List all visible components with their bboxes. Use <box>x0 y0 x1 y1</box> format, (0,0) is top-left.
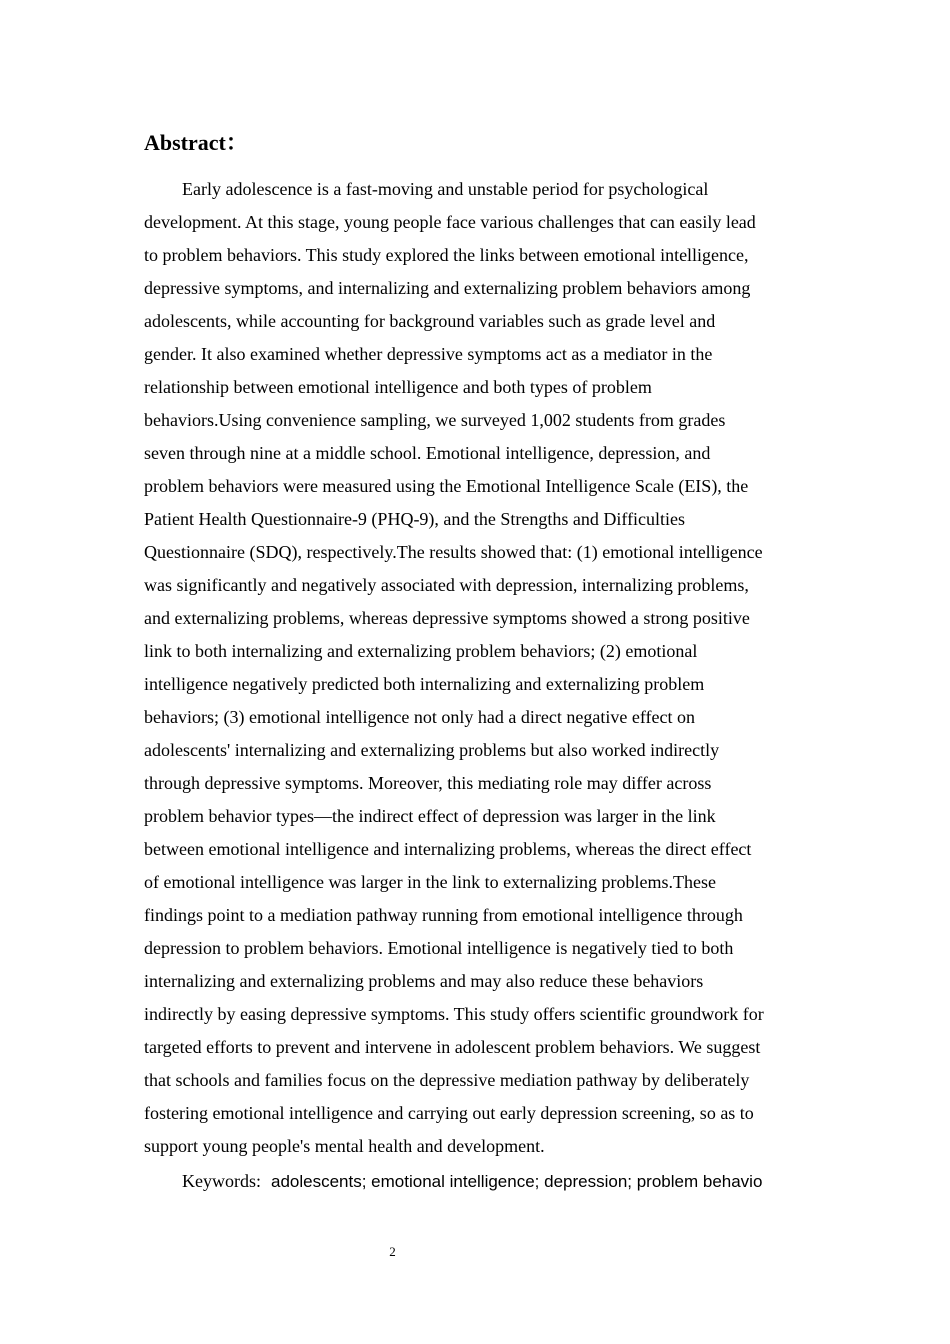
abstract-line: Questionnaire (SDQ), respectively.The results showed that: (1) emotional intelligence <box>144 542 763 562</box>
abstract-line: adolescents, while accounting for background variables such as grade level and <box>144 311 716 331</box>
page-number: 2 <box>389 1244 396 1259</box>
abstract-line: and externalizing problems, whereas depressive symptoms showed a strong positive <box>144 608 750 628</box>
abstract-line: indirectly by easing depressive symptoms. This study offers scientific groundwork for <box>144 1004 764 1024</box>
abstract-line: Early adolescence is a fast-moving and unstable period for psychological <box>182 179 709 199</box>
abstract-line: intelligence negatively predicted both internalizing and externalizing problem <box>144 674 705 694</box>
abstract-line: was significantly and negatively associated with depression, internalizing problems, <box>144 575 749 595</box>
keywords-text: adolescents; emotional intelligence; depression; problem behavio <box>271 1172 763 1191</box>
abstract-line: relationship between emotional intelligence and both types of problem <box>144 377 652 397</box>
keywords-label: Keywords: <box>182 1171 261 1191</box>
abstract-line: fostering emotional intelligence and carrying out early depression screening, so as to <box>144 1103 754 1123</box>
abstract-line: support young people's mental health and development. <box>144 1136 545 1156</box>
abstract-line: problem behavior types—the indirect effect of depression was larger in the link <box>144 806 716 826</box>
abstract-line: Patient Health Questionnaire-9 (PHQ-9), and the Strengths and Difficulties <box>144 509 686 529</box>
abstract-line: seven through nine at a middle school. Emotional intelligence, depression, and <box>144 443 711 463</box>
abstract-line: behaviors; (3) emotional intelligence not only had a direct negative effect on <box>144 707 695 727</box>
abstract-line: findings point to a mediation pathway running from emotional intelligence through <box>144 905 743 925</box>
abstract-line: adolescents' internalizing and externalizing problems but also worked indirectly <box>144 740 720 760</box>
abstract-line: link to both internalizing and externalizing problem behaviors; (2) emotional <box>144 641 698 661</box>
abstract-line: development. At this stage, young people face various challenges that can easily lead <box>144 212 756 232</box>
abstract-line: behaviors.Using convenience sampling, we surveyed 1,002 students from grades <box>144 410 726 430</box>
abstract-line: depressive symptoms, and internalizing and externalizing problem behaviors among <box>144 278 751 298</box>
abstract-line: through depressive symptoms. Moreover, this mediating role may differ across <box>144 773 712 793</box>
keywords-line <box>182 1165 762 1198</box>
abstract-line: of emotional intelligence was larger in the link to externalizing problems.These <box>144 872 716 892</box>
abstract-body <box>144 173 809 1163</box>
abstract-line: gender. It also examined whether depressive symptoms act as a mediator in the <box>144 344 713 364</box>
abstract-line: to problem behaviors. This study explored the links between emotional intelligence, <box>144 245 749 265</box>
abstract-line: problem behaviors were measured using the Emotional Intelligence Scale (EIS), the <box>144 476 749 496</box>
abstract-line: that schools and families focus on the depressive mediation pathway by deliberately <box>144 1070 750 1090</box>
abstract-line: depression to problem behaviors. Emotional intelligence is negatively tied to both <box>144 938 734 958</box>
abstract-heading: Abstract： <box>144 130 248 155</box>
abstract-line: internalizing and externalizing problems and may also reduce these behaviors <box>144 971 704 991</box>
abstract-line: targeted efforts to prevent and intervene in adolescent problem behaviors. We suggest <box>144 1037 761 1057</box>
abstract-line: between emotional intelligence and internalizing problems, whereas the direct effect <box>144 839 752 859</box>
